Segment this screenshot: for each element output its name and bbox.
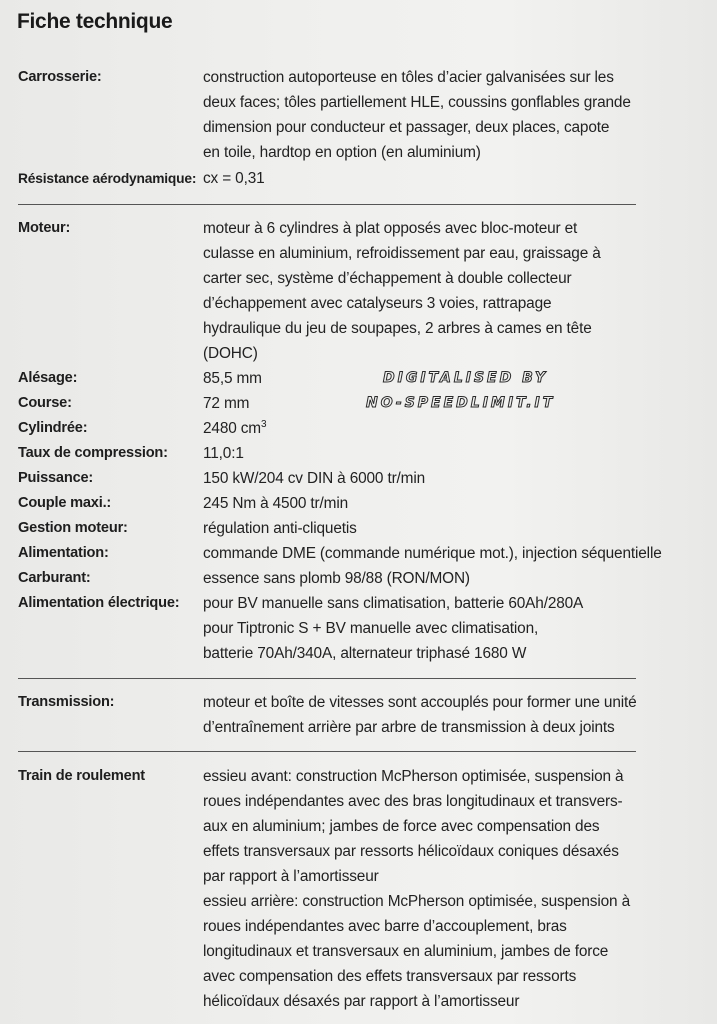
spec-label: Alimentation électrique: — [18, 595, 180, 611]
spec-value — [203, 541, 662, 566]
spec-value — [203, 591, 583, 666]
spec-value — [203, 441, 244, 466]
spec-value-line: d’entraînement arrière par arbre de transmission à deux joints — [203, 719, 615, 736]
spec-label: Résistance aérodynamique: — [18, 171, 197, 186]
superscript-exponent: 3 — [260, 418, 267, 430]
spec-label: Couple maxi.: — [18, 495, 112, 511]
spec-value-line: culasse en aluminium, refroidissement par eau, graissage à — [203, 245, 601, 262]
spec-value-line — [203, 416, 266, 441]
spec-label: Alésage: — [18, 370, 78, 386]
spec-label: Gestion moteur: — [18, 520, 128, 536]
spec-value-line: hydraulique du jeu de soupapes, 2 arbres à cames en tête — [203, 320, 592, 337]
spec-value-line: construction autoporteuse en tôles d’acier galvanisées sur les — [203, 69, 614, 86]
spec-value — [203, 65, 631, 165]
spec-value-line: (DOHC) — [203, 345, 258, 362]
spec-value-line: hélicoïdaux désaxés par rapport à l’amortisseur — [203, 993, 520, 1010]
page-title: Fiche technique — [17, 10, 173, 33]
spec-label: Alimentation: — [18, 545, 109, 561]
spec-value-line: dimension pour conducteur et passager, deux places, capote — [203, 119, 610, 136]
spec-label: Train de roulement — [18, 768, 145, 784]
spec-label: Carburant: — [18, 570, 91, 586]
section-divider — [18, 678, 636, 679]
spec-label: Transmission: — [18, 694, 115, 710]
spec-value-line: régulation anti-cliquetis — [203, 520, 357, 537]
spec-label: Taux de compression: — [18, 445, 168, 461]
spec-label: Course: — [18, 395, 72, 411]
spec-value-text: 2480 cm — [203, 420, 261, 437]
spec-label: Cylindrée: — [18, 420, 88, 436]
spec-value — [203, 690, 637, 740]
spec-value-line: moteur à 6 cylindres à plat opposés avec bloc-moteur et — [203, 220, 578, 237]
spec-value-line: par rapport à l’amortisseur — [203, 868, 379, 885]
spec-label: Puissance: — [18, 470, 94, 486]
spec-value-line: pour BV manuelle sans climatisation, batterie 60Ah/280A — [203, 595, 584, 612]
spec-value-line: aux en aluminium; jambes de force avec compensation des — [203, 818, 600, 835]
spec-value — [203, 216, 601, 366]
spec-value-line: commande DME (commande numérique mot.), injection séquentielle — [203, 545, 662, 562]
spec-value — [203, 516, 357, 541]
spec-value-line: 150 kW/204 cv DIN à 6000 tr/min — [203, 470, 426, 487]
spec-value-line: pour Tiptronic S + BV manuelle avec climatisation, — [203, 620, 539, 637]
spec-value-line: 72 mm — [203, 395, 250, 412]
spec-value-line: 85,5 mm — [203, 370, 262, 387]
spec-value — [203, 466, 425, 491]
spec-value-line: essieu avant: construction McPherson optimisée, suspension à — [203, 768, 624, 785]
spec-value-line: 11,0:1 — [203, 445, 244, 462]
spec-value-line: avec compensation des effets transversaux par ressorts — [203, 968, 577, 985]
spec-value-line: carter sec, système d’échappement à double collecteur — [203, 270, 572, 287]
spec-value — [203, 491, 348, 516]
spec-value-line: roues indépendantes avec des bras longitudinaux et transvers- — [203, 793, 623, 810]
watermark-line-2: NO-SPEEDLIMIT.IT — [366, 395, 556, 411]
spec-value — [203, 166, 265, 191]
watermark-line-1: DIGITALISED BY — [383, 370, 549, 386]
spec-value-line: moteur et boîte de vitesses sont accouplés pour former une unité — [203, 694, 637, 711]
spec-value-line: batterie 70Ah/340A, alternateur triphasé 1680 W — [203, 645, 527, 662]
spec-value-line: effets transversaux par ressorts hélicoïdaux coniques désaxés — [203, 843, 619, 860]
spec-value — [203, 566, 470, 591]
spec-value-line: cx = 0,31 — [203, 170, 265, 187]
spec-label: Moteur: — [18, 220, 71, 236]
spec-value-line: essence sans plomb 98/88 (RON/MON) — [203, 570, 470, 587]
spec-value-line: d’échappement avec catalyseurs 3 voies, rattrapage — [203, 295, 552, 312]
spec-label: Carrosserie: — [18, 69, 102, 85]
spec-value — [203, 416, 266, 441]
spec-value — [203, 764, 630, 1014]
spec-value — [203, 391, 249, 416]
spec-value-line: essieu arrière: construction McPherson optimisée, suspension à — [203, 893, 630, 910]
section-divider — [18, 204, 636, 205]
spec-value — [203, 366, 262, 391]
section-divider — [18, 751, 636, 752]
spec-value-line: en toile, hardtop en option (en aluminium) — [203, 144, 481, 161]
spec-value-line: deux faces; tôles partiellement HLE, coussins gonflables grande — [203, 94, 631, 111]
spec-value-line: 245 Nm à 4500 tr/min — [203, 495, 348, 512]
spec-value-line: longitudinaux et transversaux en aluminium, jambes de force — [203, 943, 609, 960]
spec-value-line: roues indépendantes avec barre d’accouplement, bras — [203, 918, 567, 935]
